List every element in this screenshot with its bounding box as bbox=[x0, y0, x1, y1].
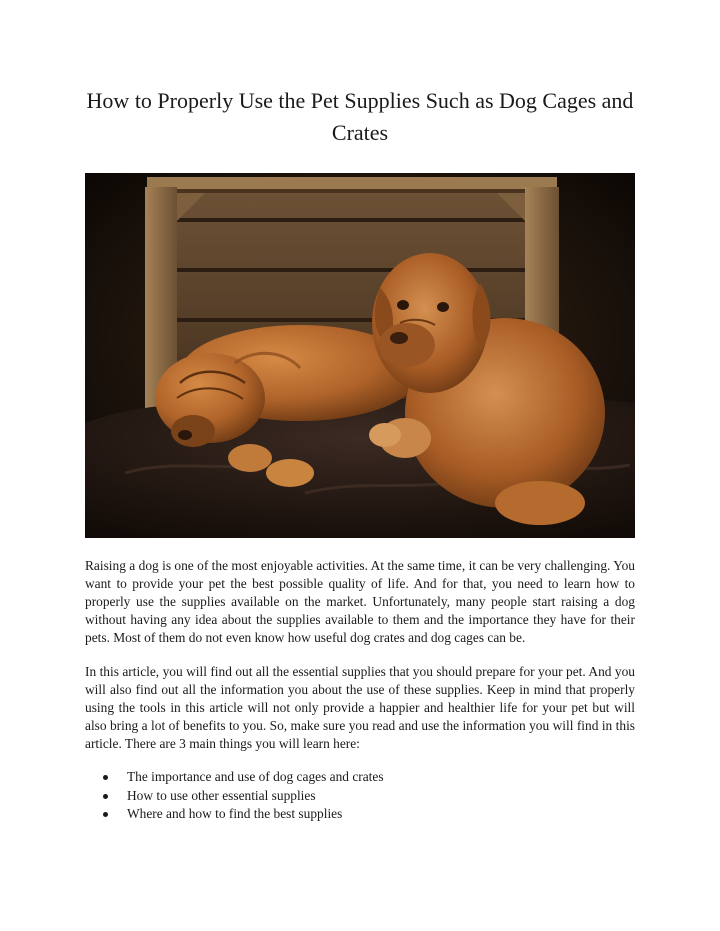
list-item-text: Where and how to find the best supplies bbox=[127, 806, 343, 821]
list-item bbox=[85, 787, 635, 806]
list-item bbox=[85, 805, 635, 824]
list-item bbox=[85, 768, 635, 787]
bullet-icon bbox=[103, 794, 108, 799]
document-title: How to Properly Use the Pet Supplies Such as Dog Cages and Crates bbox=[86, 88, 634, 145]
overview-paragraph: In this article, you will find out all the essential supplies that you should prepare for your pet. And you will also find out all the information you about the use of these supplies. Keep in mind that properly using the tools in this article will not only provide a happier and healthier life for your pet but will also bring a lot of benefits to you. So, make sure you read and use the information you will find in this article. There are 3 main things you will learn here: bbox=[85, 664, 635, 751]
puppies-in-crate-photo bbox=[85, 173, 635, 538]
list-item-text: How to use other essential supplies bbox=[127, 787, 316, 803]
photo-illustration bbox=[85, 173, 635, 538]
bullet-icon bbox=[103, 775, 108, 780]
topics-list bbox=[85, 768, 635, 824]
list-item-text: The importance and use of dog cages and crates bbox=[127, 769, 384, 784]
intro-paragraph: Raising a dog is one of the most enjoyable activities. At the same time, it can be very challenging. You want to provide your pet the best possible quality of life. And for that, you need to learn how to properly use the supplies available on the market. Unfortunately, many people start raising a dog without having any idea about the supplies available to them and the importance they have for their pets. Most of them do not even know how useful dog crates and dog cages can be. bbox=[85, 558, 635, 645]
bullet-icon bbox=[103, 812, 108, 817]
